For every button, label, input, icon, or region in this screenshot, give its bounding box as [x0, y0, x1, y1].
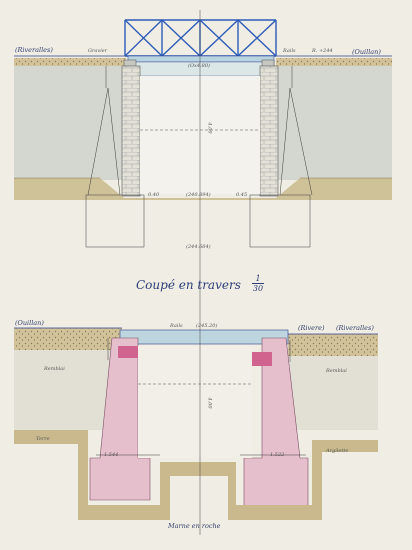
top-right-label: (Ouillan): [352, 48, 381, 56]
bottom-right-ballast: [288, 334, 378, 356]
bottom-left-label: (Ouillan): [15, 319, 44, 327]
top-height-dim: 4.00: [206, 122, 213, 134]
bottom-deck-dim: (245.20): [196, 323, 218, 329]
top-right-annot: Rails: [283, 48, 296, 54]
top-left-annot: Gravier: [88, 48, 108, 54]
bottom-right-label-2: (Riveralles): [336, 324, 374, 332]
bottom-right-bearing: [252, 352, 272, 366]
footing-right-dim: 1.522: [270, 452, 285, 458]
top-base-center: (240.894): [186, 192, 211, 198]
bottom-right-side: Remblai: [326, 368, 347, 374]
top-bottom-dim: (244.664): [186, 244, 211, 250]
bottom-height-dim: 4.00: [206, 397, 213, 409]
bottom-right-lower: Argilette: [326, 448, 349, 454]
bottom-left-bearing: [118, 346, 138, 358]
top-left-abutment: [122, 66, 140, 196]
section-title: Coupé en travers: [136, 278, 241, 292]
top-base-right: 0.45: [236, 192, 248, 198]
bottom-left-side: Remblai: [44, 366, 65, 372]
bottom-right-label-1: (Rivere): [298, 324, 325, 332]
top-dim: (Ox4.80): [188, 63, 210, 69]
scale-numerator: 1: [252, 275, 264, 284]
top-right-level: R. +244: [312, 48, 333, 54]
top-right-backfill: [276, 64, 392, 180]
bottom-left-lower: Terre: [36, 436, 50, 442]
truss-girder: [125, 20, 276, 56]
top-base-left: 0.40: [148, 192, 160, 198]
footing-left-dim: 1.544: [104, 452, 119, 458]
scale-denominator: 30: [252, 284, 264, 293]
top-right-ballast: [276, 58, 392, 66]
footing-note: Marne en roche: [168, 522, 221, 530]
top-deck: [128, 56, 274, 62]
top-left-label: (Riveralles): [15, 46, 53, 54]
top-left-backfill: [14, 64, 124, 180]
top-right-abutment: [260, 66, 278, 196]
top-left-ballast: [14, 58, 126, 66]
bottom-right-backfill: [290, 350, 378, 430]
bottom-deck-label: Rails: [170, 323, 183, 329]
bottom-opening: [138, 346, 252, 458]
bottom-left-ballast: [14, 328, 122, 350]
